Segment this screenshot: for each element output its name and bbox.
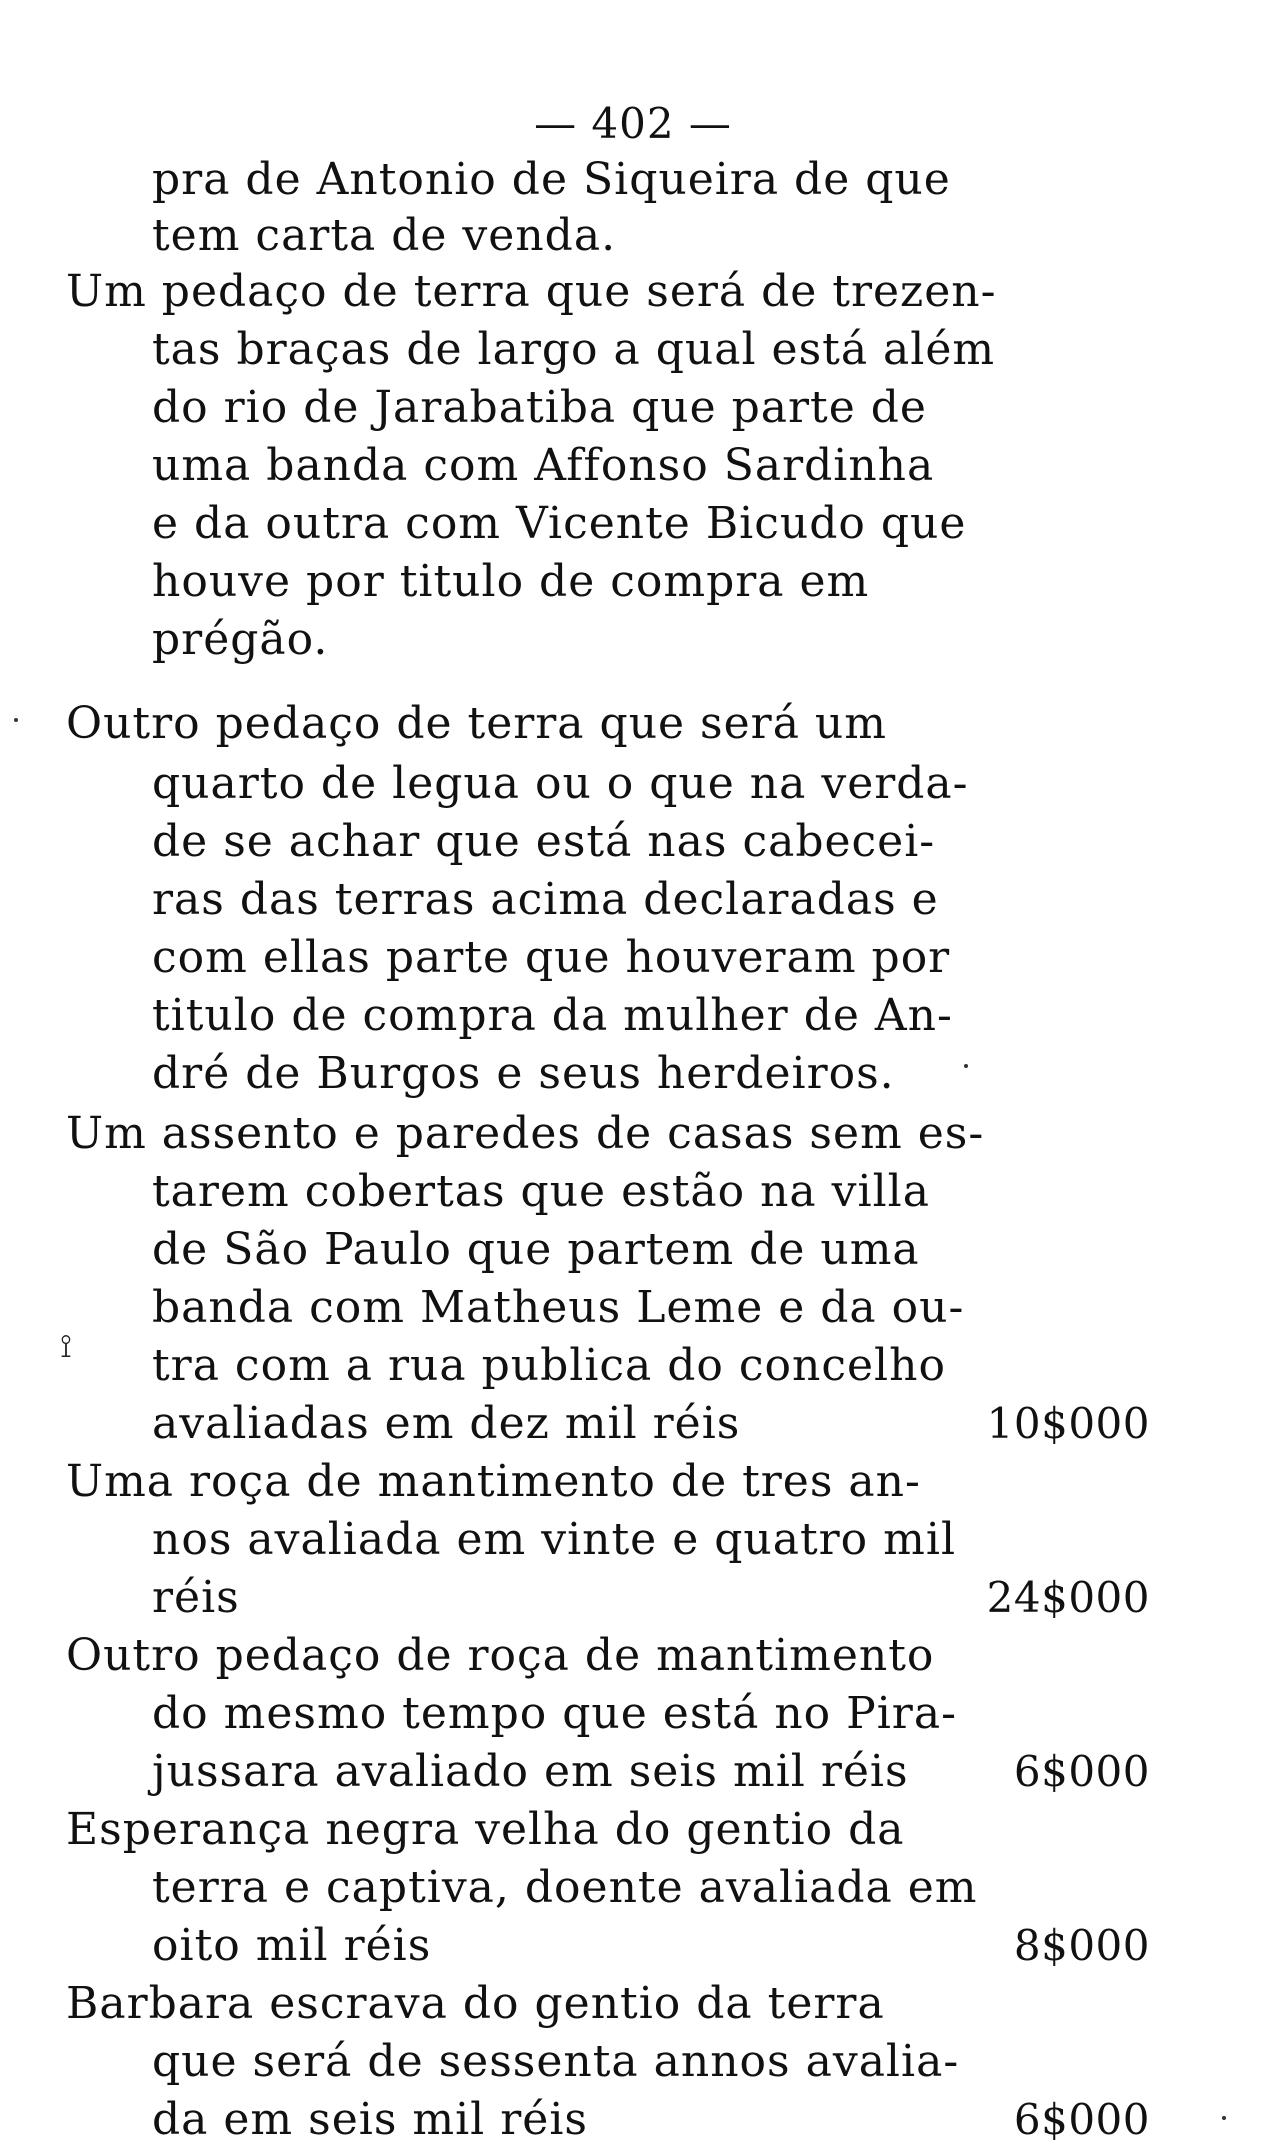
ink-speck [964, 1064, 968, 1068]
text-line: réis [152, 1572, 240, 1623]
text-line: pra de Antonio de Siqueira de que [152, 154, 951, 205]
text-line: da em seis mil réis [152, 2094, 588, 2145]
text-line: de se achar que está nas cabecei- [152, 816, 936, 867]
text-line: e da outra com Vicente Bicudo que [152, 498, 967, 549]
text-line: quarto de legua ou o que na verda- [152, 758, 969, 809]
text-line: houve por titulo de compra em [152, 556, 870, 607]
margin-mark: ⟟ [60, 1327, 72, 1365]
text-line: que será de sessenta annos avalia- [152, 2036, 960, 2087]
text-line: com ellas parte que houveram por [152, 932, 951, 983]
text-line: dré de Burgos e seus herdeiros. [152, 1048, 895, 1099]
text-line: titulo de compra da mulher de An- [152, 990, 953, 1041]
ink-speck [1222, 2116, 1226, 2120]
amount-value: 24$000 [986, 1573, 1150, 1622]
text-line: de São Paulo que partem de uma [152, 1224, 920, 1275]
text-line: uma banda com Affonso Sardinha [152, 440, 935, 491]
text-line: banda com Matheus Leme e da ou- [152, 1282, 965, 1333]
text-line: Outro pedaço de terra que será um [66, 698, 887, 749]
text-line: do rio de Jarabatiba que parte de [152, 382, 927, 433]
ink-speck [14, 718, 18, 722]
text-line: Outro pedaço de roça de mantimento [66, 1630, 935, 1681]
text-line: nos avaliada em vinte e quatro mil [152, 1514, 957, 1565]
amount-value: 6$000 [1013, 2095, 1150, 2144]
text-line: Uma roça de mantimento de tres an- [66, 1456, 921, 1507]
text-line: ras das terras acima declaradas e [152, 874, 939, 925]
text-line: tem carta de venda. [152, 210, 617, 261]
text-line: oito mil réis [152, 1920, 432, 1971]
text-line: terra e captiva, doente avaliada em [152, 1862, 978, 1913]
text-line: Esperança negra velha do gentio da [66, 1804, 905, 1855]
text-line: Um assento e paredes de casas sem es- [66, 1108, 985, 1159]
text-line: jussara avaliado em seis mil réis [152, 1746, 909, 1797]
text-line: avaliadas em dez mil réis [152, 1398, 741, 1449]
text-line: tra com a rua publica do concelho [152, 1340, 946, 1391]
text-line: do mesmo tempo que está no Pira- [152, 1688, 957, 1739]
text-line: prégão. [152, 614, 329, 665]
text-line: Barbara escrava do gentio da terra [66, 1978, 885, 2029]
text-line: Um pedaço de terra que será de trezen- [66, 266, 997, 317]
text-line: tas braças de largo a qual está além [152, 324, 996, 375]
amount-value: 6$000 [1013, 1747, 1150, 1796]
amount-value: 10$000 [986, 1399, 1150, 1448]
page-number: — 402 — [534, 99, 732, 148]
text-line: tarem cobertas que estão na villa [152, 1166, 930, 1217]
amount-value: 8$000 [1013, 1921, 1150, 1970]
